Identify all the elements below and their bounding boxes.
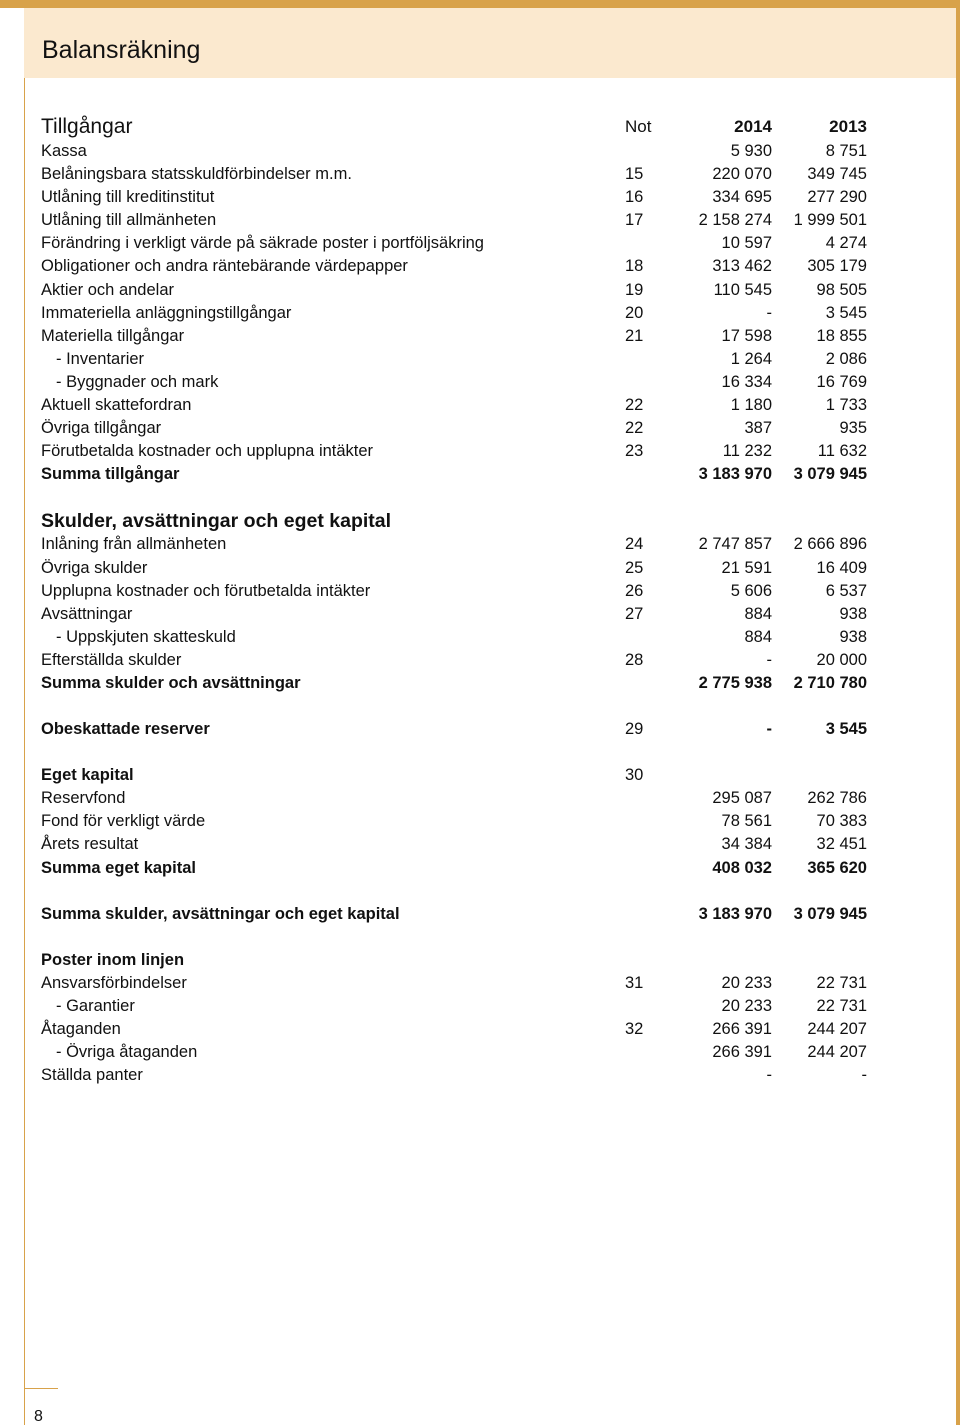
row-label: Aktuell skattefordran (41, 396, 192, 415)
row-value-2013: 16 769 (816, 372, 867, 391)
total-row-assets (41, 463, 871, 486)
row-value-2013: 938 (839, 604, 867, 623)
page-number: 8 (34, 1408, 43, 1425)
row-label: Utlåning till kreditinstitut (41, 188, 215, 207)
table-row (41, 255, 871, 278)
right-accent-border (956, 0, 960, 1425)
table-row (41, 417, 871, 440)
row-note: 31 (625, 973, 644, 992)
row-value-2014: 313 462 (712, 257, 772, 276)
row-value-2013: 20 000 (816, 650, 867, 669)
row-label: Obeskattade reserver (41, 720, 210, 739)
row-label: Ställda panter (41, 1066, 143, 1085)
row-label: - Garantier (56, 996, 135, 1015)
row-value-2014: 10 597 (721, 234, 772, 253)
page-title: Balansräkning (42, 36, 201, 64)
row-value-2014: 266 391 (712, 1043, 772, 1062)
row-note: 28 (625, 650, 644, 669)
row-value-2014: 34 384 (721, 835, 772, 854)
table-row (41, 557, 871, 580)
row-value-2014: 20 233 (721, 996, 772, 1015)
row-value-2014: 16 334 (721, 372, 772, 391)
off-balance-header-row (41, 949, 871, 972)
table-row (41, 394, 871, 417)
row-label: Efterställda skulder (41, 650, 182, 669)
left-accent-rule (24, 78, 25, 1388)
row-note: 15 (625, 165, 644, 184)
row-value-2013: 70 383 (816, 812, 867, 831)
row-value-2013: 11 632 (817, 442, 867, 461)
row-label: Övriga skulder (41, 558, 148, 577)
row-note: 23 (625, 442, 644, 461)
row-note: 25 (625, 558, 644, 577)
row-label: Förutbetalda kostnader och upplupna intäkter (41, 442, 374, 461)
table-row (41, 325, 871, 348)
table-row (41, 533, 871, 556)
row-value-2014: 266 391 (712, 1020, 772, 1038)
row-label: Övriga tillgångar (41, 419, 162, 438)
row-value-2014: 1 180 (730, 396, 772, 415)
row-note: 22 (625, 396, 644, 415)
row-value-2013: 935 (839, 419, 867, 438)
row-value-2013: 22 731 (816, 996, 867, 1015)
row-value-2013: 2 710 780 (793, 673, 867, 692)
table-row (41, 972, 871, 995)
row-value-2013: 244 207 (807, 1043, 867, 1062)
table-row (41, 209, 871, 232)
row-label: Förändring i verkligt värde på säkrade poster i portföljsäkring (41, 234, 484, 253)
table-row (41, 348, 871, 371)
spacer (41, 880, 871, 903)
row-value-2014: 3 183 970 (698, 904, 772, 923)
row-value-2014: 295 087 (712, 789, 772, 808)
balance-sheet (41, 114, 871, 1087)
row-value-2013: 3 545 (825, 303, 867, 322)
row-value-2013: 3 545 (825, 720, 867, 739)
spacer (41, 741, 871, 764)
assets-heading: Tillgångar (41, 115, 133, 138)
table-row (41, 302, 871, 325)
row-value-2013: 1 999 501 (793, 211, 867, 230)
off-balance-heading: Poster inom linjen (41, 950, 185, 969)
table-row (41, 140, 871, 163)
row-value-2013: 8 751 (825, 142, 867, 160)
row-label: Årets resultat (41, 835, 139, 854)
top-accent-border (0, 0, 956, 8)
row-value-2014: 21 591 (721, 558, 772, 577)
row-value-2013: 938 (839, 627, 867, 646)
row-note: 19 (625, 280, 644, 299)
row-value-2014: - (766, 650, 772, 669)
row-value-2014: - (766, 303, 772, 322)
row-label: Kassa (41, 142, 87, 160)
spacer (41, 695, 871, 718)
row-value-2013: 16 409 (816, 558, 867, 577)
row-value-2013: 32 451 (816, 835, 867, 854)
row-note: 20 (625, 303, 644, 322)
row-label: Upplupna kostnader och förutbetalda intäkter (41, 581, 371, 600)
liabilities-header-row (41, 509, 871, 533)
table-row (41, 580, 871, 603)
row-note: 32 (625, 1020, 644, 1038)
row-value-2013: 1 733 (825, 396, 867, 415)
row-note: 26 (625, 581, 644, 600)
row-note: 21 (625, 326, 644, 345)
row-value-2013: 18 855 (816, 326, 867, 345)
column-header-2013: 2013 (829, 117, 867, 136)
row-note: 22 (625, 419, 644, 438)
table-row (41, 1018, 871, 1041)
row-value-2014: 334 695 (712, 188, 772, 207)
table-row (41, 787, 871, 810)
row-value-2013: 98 505 (816, 280, 867, 299)
row-value-2014: 110 545 (713, 280, 772, 299)
row-value-2013: 2 086 (825, 349, 867, 368)
row-value-2014: 5 930 (730, 142, 772, 160)
row-value-2013: 2 666 896 (793, 535, 867, 554)
table-row (41, 186, 871, 209)
table-row (41, 1064, 871, 1087)
row-value-2013: 3 079 945 (793, 465, 867, 484)
row-value-2013: 349 745 (807, 165, 867, 184)
table-row (41, 1041, 871, 1064)
row-value-2013: 3 079 945 (793, 904, 867, 923)
row-value-2013: 365 620 (807, 858, 867, 877)
row-value-2014: 17 598 (721, 326, 772, 345)
equity-header-row (41, 764, 871, 787)
row-label: Ansvarsförbindelser (41, 973, 187, 992)
row-label: Fond för verkligt värde (41, 812, 206, 831)
row-value-2014: 884 (744, 604, 772, 623)
row-value-2013: 6 537 (825, 581, 867, 600)
row-value-2014: 387 (744, 419, 772, 438)
row-value-2014: 5 606 (730, 581, 772, 600)
row-label: - Inventarier (56, 349, 145, 368)
row-value-2014: 2 775 938 (698, 673, 772, 692)
row-label: Materiella tillgångar (41, 326, 185, 345)
spacer (41, 486, 871, 509)
row-note: 24 (625, 535, 644, 554)
row-value-2014: 220 070 (712, 165, 772, 184)
row-label: Aktier och andelar (41, 280, 174, 299)
row-value-2014: 11 232 (722, 442, 772, 461)
row-value-2014: 78 561 (721, 812, 772, 831)
table-row (41, 649, 871, 672)
row-value-2014: - (766, 720, 772, 739)
equity-heading: Eget kapital (41, 766, 134, 785)
table-row (41, 833, 871, 856)
row-label: - Övriga åtaganden (56, 1043, 198, 1062)
row-value-2014: - (766, 1066, 772, 1085)
untaxed-reserves-row (41, 718, 871, 741)
row-label: Avsättningar (41, 604, 133, 623)
row-note: 30 (625, 766, 644, 785)
row-note: 27 (625, 604, 644, 623)
row-value-2014: 2 158 274 (698, 211, 772, 230)
row-value-2014: 2 747 857 (698, 535, 772, 554)
table-row (41, 440, 871, 463)
row-note: 29 (625, 720, 644, 739)
row-value-2013: 244 207 (807, 1020, 867, 1038)
row-note: 16 (625, 188, 644, 207)
row-value-2014: 884 (744, 627, 772, 646)
row-label: Utlåning till allmänheten (41, 211, 217, 230)
column-header-2014: 2014 (734, 117, 772, 136)
column-header-note: Not (625, 117, 652, 136)
row-label: Immateriella anläggningstillgångar (41, 303, 292, 322)
row-label: Obligationer och andra räntebärande värdepapper (41, 257, 408, 276)
row-label: Summa skulder och avsättningar (41, 673, 301, 692)
row-label: Åtaganden (41, 1020, 121, 1038)
row-value-2014: 1 264 (730, 349, 772, 368)
row-value-2013: 4 274 (825, 234, 867, 253)
row-value-2013: 262 786 (807, 789, 867, 808)
table-row (41, 995, 871, 1018)
row-value-2013: 277 290 (807, 188, 867, 207)
spacer (41, 926, 871, 949)
table-row (41, 232, 871, 255)
table-row (41, 371, 871, 394)
row-value-2013: - (861, 1066, 867, 1085)
grand-total-row (41, 903, 871, 926)
row-label: Reservfond (41, 789, 126, 808)
table-row (41, 279, 871, 302)
row-note: 17 (625, 211, 644, 230)
row-value-2014: 3 183 970 (698, 465, 772, 484)
row-label: Summa eget kapital (41, 858, 196, 877)
total-row-liabilities (41, 672, 871, 695)
total-row-equity (41, 857, 871, 880)
table-row (41, 626, 871, 649)
row-label: - Byggnader och mark (56, 372, 219, 391)
row-label: Inlåning från allmänheten (41, 535, 227, 554)
row-value-2013: 22 731 (816, 973, 867, 992)
liabilities-heading: Skulder, avsättningar och eget kapital (41, 510, 392, 533)
row-label: Summa skulder, avsättningar och eget kapital (41, 904, 400, 923)
row-label: Belåningsbara statsskuldförbindelser m.m. (41, 165, 352, 184)
row-note: 18 (625, 257, 644, 276)
row-label: Summa tillgångar (41, 465, 180, 484)
table-row (41, 603, 871, 626)
row-label: - Uppskjuten skatteskuld (56, 627, 236, 646)
table-row (41, 163, 871, 186)
row-value-2013: 305 179 (807, 257, 867, 276)
assets-header-row (41, 114, 871, 140)
row-value-2014: 408 032 (712, 858, 772, 877)
table-row (41, 810, 871, 833)
row-value-2014: 20 233 (721, 973, 772, 992)
